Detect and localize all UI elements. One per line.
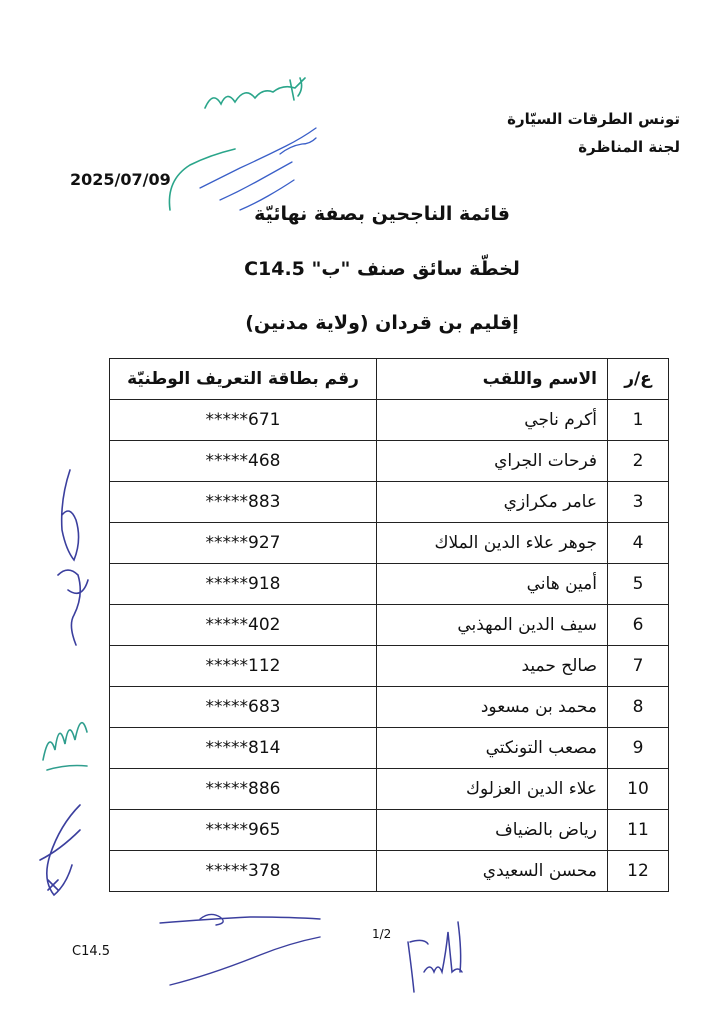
approval-stamp [160, 70, 350, 220]
committee-name: لجنة المناظرة [578, 138, 680, 156]
header-id: رقم بطاقة التعريف الوطنيّة [110, 359, 377, 400]
row-id-number: *****918 [110, 564, 377, 605]
margin-signature-1 [40, 465, 100, 655]
row-name: عامر مكرازي [377, 482, 608, 523]
row-name: علاء الدين العزلوك [377, 769, 608, 810]
row-number: 3 [608, 482, 669, 523]
bottom-signature-2 [400, 912, 480, 1002]
organization-header [507, 105, 680, 161]
row-name: سيف الدين المهذبي [377, 605, 608, 646]
margin-signature-3 [30, 800, 100, 910]
position-title: لخطّة سائق صنف "ب" C14.5 [244, 258, 520, 280]
table-row [110, 687, 669, 728]
list-title: قائمة الناجحين بصفة نهائيّة [254, 203, 510, 225]
row-name: رياض بالضياف [377, 810, 608, 851]
table-row [110, 851, 669, 892]
table-row [110, 769, 669, 810]
row-id-number: *****927 [110, 523, 377, 564]
row-number: 5 [608, 564, 669, 605]
table-row [110, 605, 669, 646]
footer-code: C14.5 [72, 944, 111, 959]
table-row [110, 400, 669, 441]
document-date: 2025/07/09 [70, 170, 171, 189]
row-id-number: *****814 [110, 728, 377, 769]
table-row [110, 523, 669, 564]
page-number: 1/2 [372, 927, 392, 941]
row-id-number: *****671 [110, 400, 377, 441]
table-row [110, 728, 669, 769]
row-number: 2 [608, 441, 669, 482]
row-id-number: *****886 [110, 769, 377, 810]
row-name: مصعب التونكتي [377, 728, 608, 769]
row-number: 4 [608, 523, 669, 564]
row-id-number: *****683 [110, 687, 377, 728]
table-row [110, 810, 669, 851]
results-table [109, 358, 669, 892]
table-row [110, 646, 669, 687]
table-row [110, 441, 669, 482]
table-row [110, 564, 669, 605]
row-number: 12 [608, 851, 669, 892]
row-number: 6 [608, 605, 669, 646]
row-number: 7 [608, 646, 669, 687]
row-name: فرحات الجراي [377, 441, 608, 482]
row-name: صالح حميد [377, 646, 608, 687]
region-title: إقليم بن قردان (ولاية مدنين) [245, 312, 519, 334]
row-name: جوهر علاء الدين الملاك [377, 523, 608, 564]
row-number: 8 [608, 687, 669, 728]
row-number: 11 [608, 810, 669, 851]
row-id-number: *****378 [110, 851, 377, 892]
header-name: الاسم واللقب [377, 359, 608, 400]
row-id-number: *****468 [110, 441, 377, 482]
org-name: تونس الطرقات السيّارة [507, 110, 680, 128]
row-name: محسن السعيدي [377, 851, 608, 892]
row-name: أكرم ناجي [377, 400, 608, 441]
row-id-number: *****112 [110, 646, 377, 687]
row-id-number: *****883 [110, 482, 377, 523]
header-number: ع/ر [608, 359, 669, 400]
bottom-signature-1 [150, 905, 370, 995]
row-id-number: *****965 [110, 810, 377, 851]
row-id-number: *****402 [110, 605, 377, 646]
table-header-row [110, 359, 669, 400]
row-name: محمد بن مسعود [377, 687, 608, 728]
margin-signature-2 [35, 700, 95, 780]
row-name: أمين هاني [377, 564, 608, 605]
row-number: 1 [608, 400, 669, 441]
table-row [110, 482, 669, 523]
row-number: 9 [608, 728, 669, 769]
row-number: 10 [608, 769, 669, 810]
